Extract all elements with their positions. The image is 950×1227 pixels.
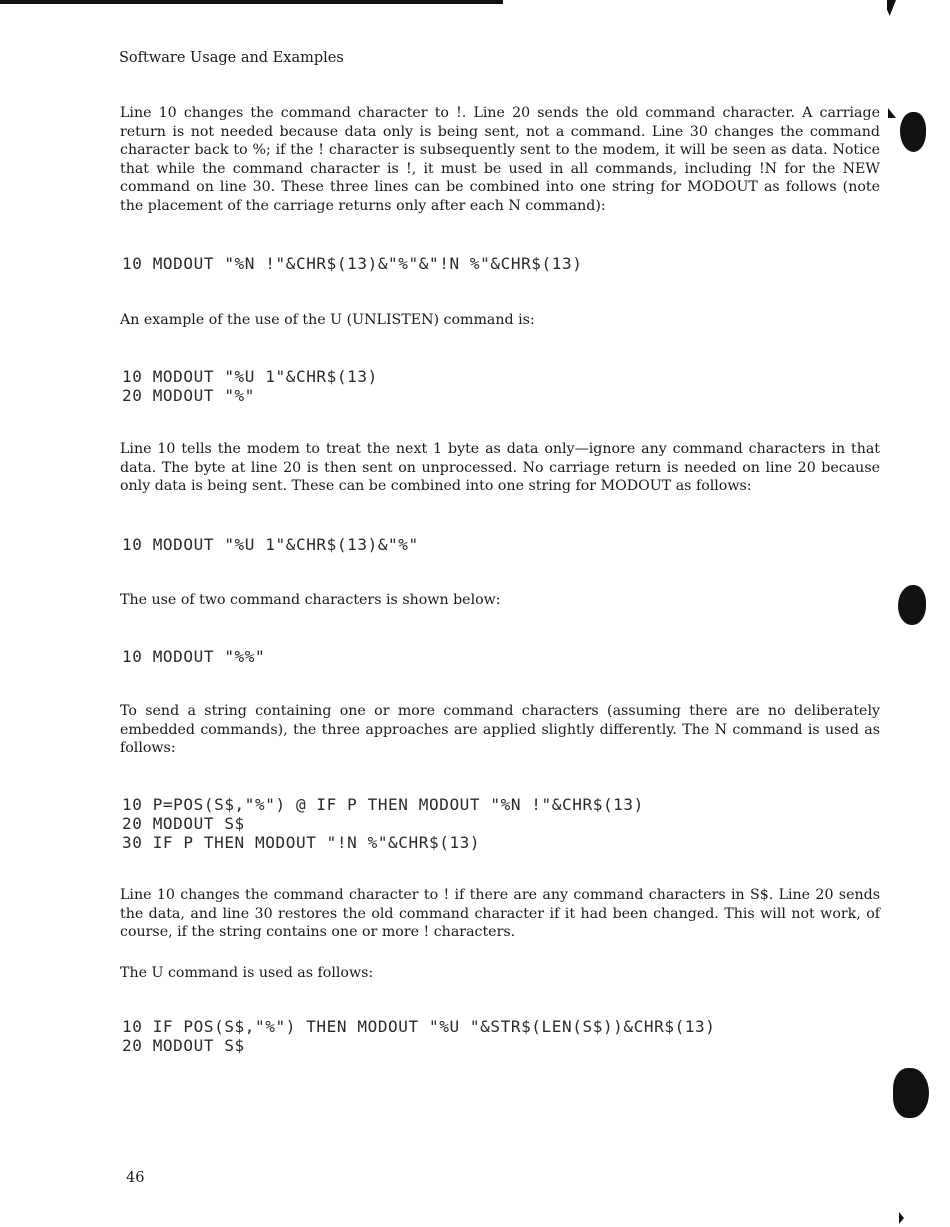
punch-hole-mark	[899, 1212, 904, 1224]
code-block-4: 10 MODOUT "%%"	[122, 647, 266, 666]
page-number: 46	[126, 1170, 145, 1186]
code-block-5: 10 P=POS(S$,"%") @ IF P THEN MODOUT "%N !"&CHR$(13) 20 MODOUT S$ 30 IF P THEN MODOUT "!N %"&CHR$(13)	[122, 795, 644, 852]
code-block-6: 10 IF POS(S$,"%") THEN MODOUT "%U "&STR$(LEN(S$))&CHR$(13) 20 MODOUT S$	[122, 1017, 716, 1055]
paragraph-1: Line 10 changes the command character to !. Line 20 sends the old command character. A carriage return is not needed because data only is being sent, not a command. Line 30 changes the command character back to %; if the ! character is subsequently sent to the modem, it will be seen as data. Notice that while the command character is !, it must be used in all commands, including !N for the NEW command on line 30. These three lines can be combined into one string for MODOUT as follows (note the placement of the carriage returns only after each N command):	[120, 105, 880, 214]
code-block-1: 10 MODOUT "%N !"&CHR$(13)&"%"&"!N %"&CHR$(13)	[122, 254, 583, 273]
paragraph-4: The use of two command characters is shown below:	[120, 592, 501, 608]
paragraph-5: To send a string containing one or more command characters (assuming there are no deliberately embedded commands), the three approaches are applied slightly differently. The N command is used as follows:	[120, 703, 880, 756]
punch-hole-mark	[900, 112, 926, 152]
top-rule	[0, 0, 503, 4]
code-block-2: 10 MODOUT "%U 1"&CHR$(13) 20 MODOUT "%"	[122, 367, 378, 405]
code-block-3: 10 MODOUT "%U 1"&CHR$(13)&"%"	[122, 535, 419, 554]
punch-hole-mark	[893, 1068, 929, 1118]
paragraph-6: Line 10 changes the command character to ! if there are any command characters in S$. Line 20 sends the data, and line 30 restores the old command character if it had been changed. This will not work, of course, if the string contains one or more ! characters.	[120, 887, 880, 940]
paragraph-2: An example of the use of the U (UNLISTEN) command is:	[120, 312, 535, 328]
paragraph-7: The U command is used as follows:	[120, 965, 374, 981]
paragraph-3: Line 10 tells the modem to treat the next 1 byte as data only—ignore any command characters in that data. The byte at line 20 is then sent on unprocessed. No carriage return is needed on line 20 because only data is being sent. These can be combined into one string for MODOUT as follows:	[120, 441, 880, 494]
punch-hole-mark	[898, 585, 926, 625]
punch-hole-mark	[888, 108, 896, 118]
running-header: Software Usage and Examples	[119, 50, 344, 66]
punch-hole-mark	[887, 0, 896, 16]
